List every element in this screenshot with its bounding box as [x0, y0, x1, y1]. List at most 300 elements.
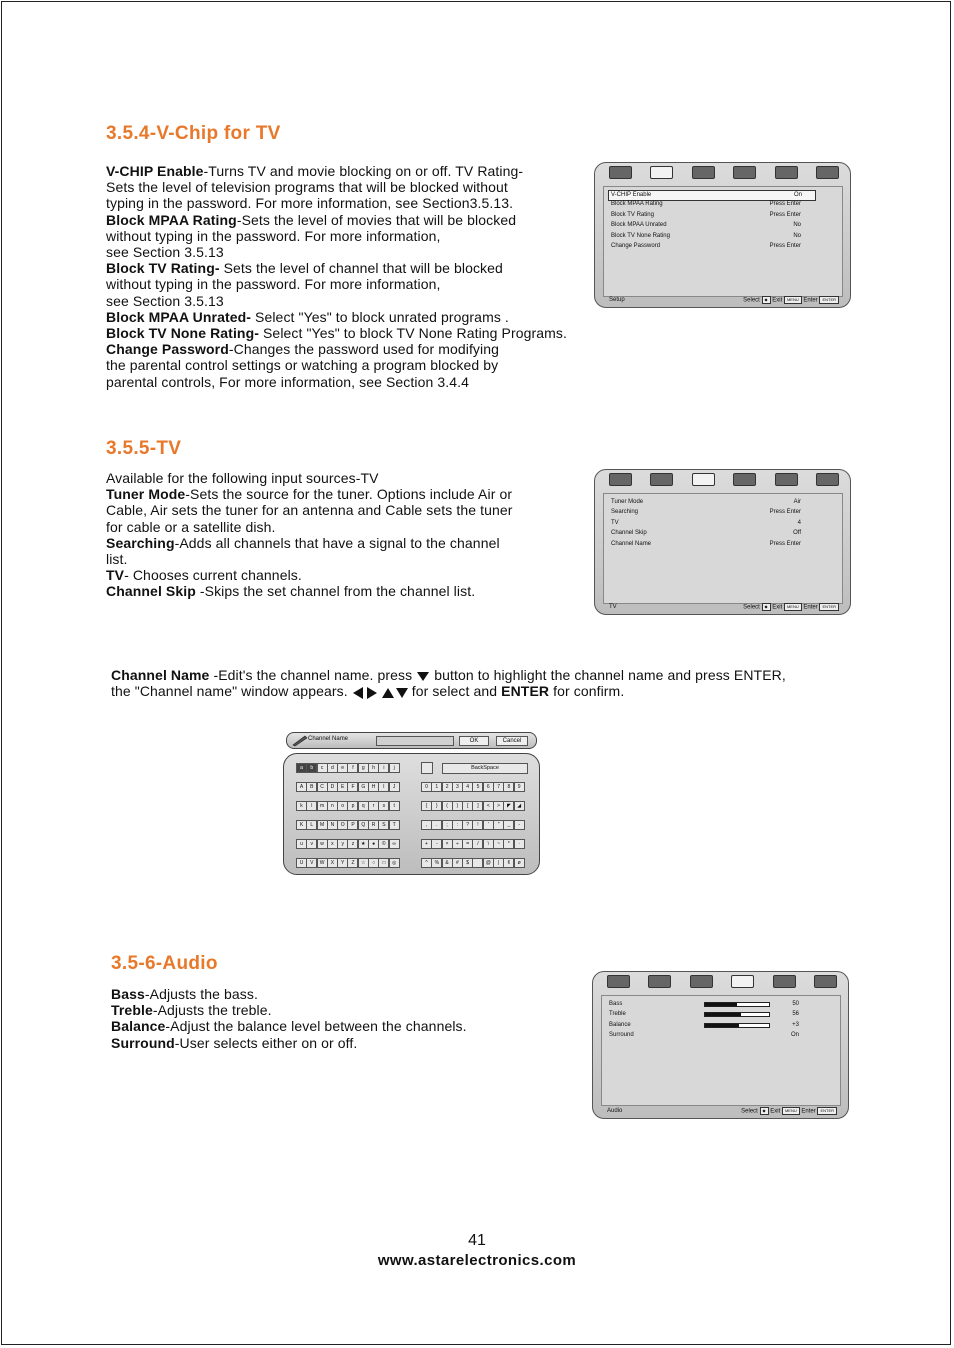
- keyboard-key[interactable]: &: [442, 858, 453, 868]
- keyboard-key[interactable]: M: [317, 820, 328, 830]
- select-hint: Select: [743, 297, 760, 304]
- term-label: Change Password: [106, 341, 229, 358]
- keyboard-key[interactable]: ∞: [389, 839, 400, 849]
- term-text: Available for the following input sources-TV: [106, 470, 379, 486]
- menu-row-value: Off: [793, 530, 801, 537]
- term-text: - Chooses current channels.: [124, 567, 302, 584]
- keyboard-key[interactable]: }: [431, 801, 442, 811]
- keyboard-key[interactable]: ×: [442, 839, 453, 849]
- keyboard-key[interactable]: y: [337, 839, 348, 849]
- keyboard-key[interactable]: =: [462, 839, 473, 849]
- keyboard-key[interactable]: ]: [472, 801, 483, 811]
- term-label: Block MPAA Unrated-: [106, 308, 252, 325]
- text-line: [111, 1035, 467, 1051]
- keyboard-key[interactable]: x: [327, 839, 338, 849]
- channel-name-text-5: for confirm.: [549, 683, 625, 700]
- term-text: see Section 3.5.13: [106, 292, 224, 309]
- keyboard-key[interactable]: N: [327, 820, 338, 830]
- term-text: -Adjust the balance level between the channels.: [165, 1018, 467, 1035]
- picture-icon[interactable]: [607, 975, 630, 988]
- text-line: [106, 519, 513, 535]
- keyboard-key[interactable]: 5: [472, 782, 483, 792]
- channel-name-text-4: for select and: [407, 683, 502, 700]
- keyboard-key[interactable]: ©: [378, 839, 389, 849]
- text-line: [106, 470, 513, 486]
- text-line: [111, 1018, 467, 1034]
- time-icon[interactable]: [775, 166, 798, 179]
- keyboard-key[interactable]: 2: [442, 782, 453, 792]
- menu-row[interactable]: [611, 508, 801, 517]
- channel-name-input[interactable]: [376, 736, 454, 746]
- text-line: [106, 357, 567, 373]
- arrow-keys-icon: ◆: [762, 296, 771, 304]
- channel-name-description: [111, 667, 786, 699]
- menu-key-icon: MENU: [784, 296, 802, 304]
- keyboard-key[interactable]: D: [327, 782, 338, 792]
- keyboard-key[interactable]: 3: [452, 782, 463, 792]
- keyboard-key[interactable]: B: [306, 782, 317, 792]
- keyboard-key[interactable]: *: [503, 839, 514, 849]
- audio-description: [111, 986, 467, 1051]
- keyboard-key[interactable]: ): [452, 801, 463, 811]
- term-text: -Skips the set channel from the channel list.: [195, 583, 476, 600]
- keyboard-key[interactable]: t: [389, 801, 400, 811]
- menu-row[interactable]: [611, 498, 801, 507]
- term-text: -User selects either on or off.: [174, 1034, 358, 1051]
- menu-footer: [609, 296, 839, 305]
- select-hint: Select: [741, 1108, 758, 1115]
- menu-row[interactable]: [611, 211, 801, 220]
- vchip-description: [106, 163, 567, 390]
- keyboard-key[interactable]: r: [368, 801, 379, 811]
- term-label: Balance: [111, 1018, 166, 1035]
- menu-name: Setup: [609, 297, 625, 303]
- keyboard-key[interactable]: z: [347, 839, 358, 849]
- text-line: [106, 212, 567, 228]
- audio-icon[interactable]: [733, 166, 756, 179]
- menu-row-value: 50: [792, 1001, 799, 1007]
- keyboard-key[interactable]: \: [483, 839, 494, 849]
- keyboard-key[interactable]: ?: [462, 820, 473, 830]
- exit-hint: Exit: [772, 297, 783, 304]
- text-line: [106, 195, 567, 211]
- keyboard-key[interactable]: (: [442, 801, 453, 811]
- menu-row-value: Press Enter: [769, 201, 801, 208]
- channel-name-text-2: button to highlight the channel name and press ENTER,: [430, 667, 786, 683]
- term-label: Surround: [111, 1034, 175, 1051]
- keyboard-key[interactable]: :: [452, 820, 463, 830]
- picture-icon[interactable]: [609, 166, 632, 179]
- level-bar-fill: [705, 1003, 737, 1006]
- keyboard-key[interactable]: ,: [421, 820, 432, 830]
- text-line: [106, 374, 567, 390]
- keyboard-key[interactable]: >: [493, 801, 504, 811]
- menu-row[interactable]: [608, 190, 816, 201]
- menu-hint: [743, 603, 839, 613]
- menu-row[interactable]: [611, 242, 801, 251]
- keyboard-key[interactable]: -: [514, 820, 525, 830]
- keyboard-key[interactable]: ': [483, 820, 494, 830]
- keyboard-key[interactable]: u: [296, 839, 307, 849]
- menu-row-label: Treble: [609, 1011, 626, 1018]
- menu-row-value: Air: [793, 499, 801, 505]
- keyboard-key[interactable]: ;: [442, 820, 453, 830]
- keyboard-key[interactable]: _: [503, 820, 514, 830]
- keyboard-key[interactable]: R: [368, 820, 379, 830]
- lock-icon[interactable]: [816, 166, 839, 179]
- level-bar-fill: [705, 1013, 741, 1016]
- menu-panel: [603, 186, 843, 297]
- menu-row-value: No: [793, 222, 801, 229]
- keyboard-key[interactable]: Q: [358, 820, 369, 830]
- menu-row-label: Block MPAA Rating: [611, 201, 663, 208]
- keyboard-key[interactable]: v: [306, 839, 317, 849]
- text-line: [106, 179, 567, 195]
- lock-icon[interactable]: [816, 473, 839, 486]
- menu-name: Audio: [607, 1108, 623, 1114]
- term-text: -Adjusts the treble.: [152, 1002, 272, 1019]
- text-line: [106, 583, 513, 599]
- keyboard-key[interactable]: T: [389, 820, 400, 830]
- keyboard-key[interactable]: ○: [368, 858, 379, 868]
- text-line: [111, 1002, 467, 1018]
- keyboard-key[interactable]: U: [296, 858, 307, 868]
- keyboard-key[interactable]: S: [378, 820, 389, 830]
- text-line: [106, 163, 567, 179]
- channel-name-label: Channel Name: [111, 667, 210, 683]
- keyboard-key[interactable]: ●: [368, 839, 379, 849]
- menu-row-label: Bass: [609, 1001, 623, 1007]
- menu-row-value: Press Enter: [769, 509, 801, 516]
- term-text: Select "Yes" to block unrated programs .: [251, 308, 509, 325]
- keyboard-key[interactable]: c: [317, 763, 328, 773]
- menu-row[interactable]: [611, 221, 801, 230]
- text-line: [106, 260, 567, 276]
- keyboard-key[interactable]: p: [347, 801, 358, 811]
- keyboard-key[interactable]: <: [483, 801, 494, 811]
- left-right-arrow-icon: [352, 687, 378, 699]
- channel-name-text-3: the "Channel name" window appears.: [111, 683, 348, 700]
- time-icon[interactable]: [775, 473, 798, 486]
- term-text: for cable or a satellite dish.: [106, 518, 276, 535]
- text-line: [106, 325, 567, 341]
- keyboard-key[interactable]: ◢: [514, 801, 525, 811]
- keyboard-key[interactable]: %: [431, 858, 442, 868]
- letter-keys: [296, 763, 399, 868]
- term-text: -Adjusts the bass.: [144, 986, 258, 1002]
- menu-row-label: Block TV Rating: [611, 211, 654, 218]
- term-text: -Sets the source for the tuner. Options include Air or: [185, 486, 513, 503]
- up-down-arrow-icon: [382, 687, 408, 699]
- menu-hint: [741, 1107, 837, 1117]
- tv-menu-screen: [594, 469, 851, 615]
- keyboard-key[interactable]: Z: [347, 858, 358, 868]
- menu-row-value: 4: [797, 519, 801, 526]
- setup-icon[interactable]: [650, 473, 673, 486]
- keyboard-key[interactable]: d: [327, 763, 338, 773]
- term-text: -Sets the level of movies that will be blocked: [236, 211, 517, 228]
- keyboard-key[interactable]: I: [378, 782, 389, 792]
- keyboard-key[interactable]: ÷: [452, 839, 463, 849]
- keyboard-key[interactable]: K: [296, 820, 307, 830]
- enter-hint: Enter: [803, 604, 818, 611]
- channel-name-keyboard: [283, 753, 540, 875]
- keyboard-key[interactable]: ☆: [358, 858, 369, 868]
- text-line: [106, 228, 567, 244]
- keyboard-key[interactable]: ·: [514, 839, 525, 849]
- keyboard-key[interactable]: h: [368, 763, 379, 773]
- term-text: parental controls, For more information, see Section 3.4.4: [106, 373, 469, 390]
- menu-row-label: Channel Skip: [611, 530, 647, 537]
- term-label: Searching: [106, 534, 175, 551]
- pencil-icon: [292, 735, 308, 747]
- time-icon[interactable]: [773, 975, 796, 988]
- keyboard-key[interactable]: □: [378, 858, 389, 868]
- menu-tab-bar: [607, 975, 837, 990]
- keyboard-key[interactable]: e: [337, 763, 348, 773]
- keyboard-key[interactable]: g: [358, 763, 369, 773]
- keyboard-key[interactable]: F: [347, 782, 358, 792]
- menu-row-label: Block TV None Rating: [611, 232, 670, 239]
- keyboard-key[interactable]: ø: [514, 858, 525, 868]
- text-line: [111, 986, 467, 1002]
- keyboard-key[interactable]: k: [296, 801, 307, 811]
- menu-row-value: +3: [792, 1021, 799, 1028]
- menu-row[interactable]: [609, 1010, 799, 1019]
- term-label: Channel Skip: [106, 583, 196, 600]
- keyboard-key[interactable]: L: [306, 820, 317, 830]
- menu-row-value: Press Enter: [769, 243, 801, 249]
- menu-row[interactable]: [609, 1021, 799, 1030]
- term-text: see Section 3.5.13: [106, 244, 224, 261]
- picture-icon[interactable]: [609, 473, 632, 486]
- menu-row-label: Searching: [611, 509, 639, 516]
- keyboard-key[interactable]: -: [431, 839, 442, 849]
- setup-icon[interactable]: [650, 166, 673, 179]
- menu-footer: [607, 1107, 837, 1116]
- keyboard-key[interactable]: 1: [431, 782, 442, 792]
- keyboard-key[interactable]: 8: [503, 782, 514, 792]
- keyboard-key[interactable]: +: [421, 839, 432, 849]
- keyboard-key[interactable]: /: [472, 839, 483, 849]
- keyboard-key[interactable]: a: [296, 763, 307, 773]
- keyboard-key[interactable]: .: [431, 820, 442, 830]
- level-bar[interactable]: [704, 1023, 770, 1028]
- keyboard-key[interactable]: H: [368, 782, 379, 792]
- text-line: [106, 567, 513, 583]
- menu-row-value: No: [793, 232, 801, 239]
- enter-hint: Enter: [803, 297, 818, 304]
- enter-key-icon: ENTER: [819, 296, 839, 304]
- keyboard-key[interactable]: ◤: [503, 801, 514, 811]
- keyboard-key[interactable]: ~: [493, 839, 504, 849]
- enter-key-label: ENTER: [501, 683, 550, 700]
- keyboard-key[interactable]: 6: [483, 782, 494, 792]
- symbol-keys: [421, 782, 524, 868]
- keyboard-key[interactable]: !: [472, 820, 483, 830]
- keyboard-key[interactable]: |: [493, 858, 504, 868]
- keyboard-key[interactable]: b: [306, 763, 317, 773]
- term-label: Block TV Rating-: [106, 260, 220, 277]
- audio-heading: 3.5-6-Audio: [111, 953, 218, 974]
- menu-tab-bar: [609, 473, 839, 488]
- menu-row[interactable]: [609, 1031, 799, 1040]
- term-label: Treble: [111, 1002, 153, 1019]
- audio-icon[interactable]: [731, 975, 754, 988]
- keyboard-key[interactable]: 7: [493, 782, 504, 792]
- website-url: www.astarelectronics.com: [377, 1252, 577, 1269]
- menu-footer: [609, 603, 839, 612]
- text-line: [106, 293, 567, 309]
- lock-icon[interactable]: [814, 975, 837, 988]
- cancel-button[interactable]: Cancel: [496, 736, 528, 746]
- exit-hint: Exit: [770, 1108, 781, 1115]
- menu-row-label: Tuner Mode: [611, 499, 644, 505]
- down-arrow-icon: [416, 671, 430, 682]
- keyboard-key[interactable]: ◎: [389, 858, 400, 868]
- term-text: Select "Yes" to block TV None Rating Programs.: [259, 325, 568, 342]
- menu-row[interactable]: [611, 519, 801, 528]
- menu-row-label: Channel Name: [611, 540, 652, 547]
- keyboard-key[interactable]: @: [483, 858, 494, 868]
- tv-icon[interactable]: [692, 166, 715, 179]
- keyboard-key[interactable]: ^: [421, 858, 432, 868]
- term-label: Tuner Mode: [106, 486, 186, 503]
- menu-row-value: Press Enter: [769, 211, 801, 218]
- term-text: -Changes the password used for modifying: [228, 341, 500, 358]
- menu-row-value: 56: [792, 1011, 799, 1018]
- keyboard-key[interactable]: {: [421, 801, 432, 811]
- text-line: [106, 535, 513, 551]
- term-label: Bass: [111, 986, 145, 1002]
- keyboard-key[interactable]: 0: [421, 782, 432, 792]
- menu-panel: [601, 995, 841, 1106]
- menu-row-label: TV: [611, 519, 619, 526]
- keyboard-key[interactable]: ": [493, 820, 504, 830]
- menu-row-label: Balance: [609, 1021, 631, 1028]
- keyboard-key[interactable]: [: [462, 801, 473, 811]
- menu-row[interactable]: [611, 540, 801, 549]
- menu-row-value: On: [793, 192, 802, 198]
- menu-row-label: V-CHIP Enable: [611, 192, 652, 198]
- backspace-key[interactable]: BackSpace: [442, 763, 528, 774]
- enter-key-icon: ENTER: [819, 603, 839, 611]
- keyboard-key[interactable]: ★: [358, 839, 369, 849]
- page-number: 41: [468, 1232, 486, 1249]
- ok-button[interactable]: OK: [459, 736, 489, 746]
- keyboard-key[interactable]: $: [462, 858, 473, 868]
- text-line: [106, 244, 567, 260]
- term-label: Block TV None Rating-: [106, 325, 259, 342]
- keyboard-key[interactable]: Y: [337, 858, 348, 868]
- channel-name-window-title: Channel Name: [308, 736, 349, 742]
- keyboard-key[interactable]: j: [389, 763, 400, 773]
- setup-icon[interactable]: [648, 975, 671, 988]
- text-line: [106, 276, 567, 292]
- keyboard-key[interactable]: ¢: [503, 858, 514, 868]
- term-label: TV: [106, 567, 125, 584]
- menu-hint: [743, 296, 839, 306]
- menu-row[interactable]: [611, 529, 801, 538]
- enter-hint: Enter: [801, 1108, 816, 1115]
- menu-row-label: Change Password: [611, 243, 661, 249]
- menu-name: TV: [609, 604, 617, 610]
- audio-icon[interactable]: [733, 473, 756, 486]
- audio-menu-screen: [592, 971, 849, 1119]
- vchip-menu-screen: [594, 162, 851, 308]
- keyboard-key[interactable]: s: [378, 801, 389, 811]
- menu-row[interactable]: [611, 200, 801, 209]
- keyboard-key[interactable]: P: [347, 820, 358, 830]
- keyboard-key[interactable]: f: [347, 763, 358, 773]
- tv-heading: 3.5.5-TV: [106, 438, 182, 459]
- term-text: without typing in the password. For more information,: [106, 276, 441, 293]
- channel-name-window-titlebar: [286, 732, 537, 749]
- channel-name-text-1: -Edit's the channel name. press: [209, 667, 413, 683]
- enter-key-icon: ENTER: [817, 1107, 837, 1115]
- term-text: Sets the level of television programs that will be blocked without: [106, 179, 508, 196]
- keyboard-key[interactable]: 4: [462, 782, 473, 792]
- keyboard-key[interactable]: n: [327, 801, 338, 811]
- term-text: without typing in the password. For more information,: [106, 227, 441, 244]
- keyboard-key[interactable]: W: [317, 858, 328, 868]
- keyboard-key[interactable]: C: [317, 782, 328, 792]
- vchip-heading: 3.5.4-V-Chip for TV: [106, 123, 281, 144]
- level-bar[interactable]: [704, 1002, 770, 1007]
- level-bar-fill: [705, 1024, 739, 1027]
- term-text: Cable, Air sets the tuner for an antenna and Cable sets the tuner: [106, 502, 513, 519]
- keyboard-key[interactable]: O: [337, 820, 348, 830]
- keyboard-key[interactable]: o: [337, 801, 348, 811]
- keyboard-key[interactable]: w: [317, 839, 328, 849]
- exit-hint: Exit: [772, 604, 783, 611]
- level-bar[interactable]: [704, 1012, 770, 1017]
- tv-icon[interactable]: [690, 975, 713, 988]
- menu-row[interactable]: [611, 232, 801, 241]
- text-line: [106, 486, 513, 502]
- menu-tab-bar: [609, 166, 839, 181]
- keyboard-key[interactable]: V: [306, 858, 317, 868]
- keyboard-key[interactable]: X: [327, 858, 338, 868]
- term-text: -Adds all channels that have a signal to the channel: [174, 534, 500, 551]
- keyboard-key[interactable]: 9: [514, 782, 525, 792]
- menu-key-icon: MENU: [782, 1107, 800, 1115]
- text-line: [106, 309, 567, 325]
- keyboard-key[interactable]: G: [358, 782, 369, 792]
- keyboard-key[interactable]: J: [389, 782, 400, 792]
- blank-key[interactable]: [421, 762, 433, 774]
- tv-icon[interactable]: [692, 473, 715, 486]
- term-text: list.: [106, 551, 128, 568]
- text-line: [106, 341, 567, 357]
- keyboard-key[interactable]: i: [378, 763, 389, 773]
- menu-row[interactable]: [609, 1000, 799, 1009]
- arrow-keys-icon: ◆: [762, 603, 771, 611]
- term-label: V-CHIP Enable: [106, 163, 204, 179]
- text-line: [106, 502, 513, 518]
- term-text: typing in the password. For more information, see Section3.5.13.: [106, 195, 514, 212]
- term-label: Block MPAA Rating: [106, 211, 237, 228]
- keyboard-key[interactable]: l: [306, 801, 317, 811]
- arrow-keys-icon: ◆: [760, 1107, 769, 1115]
- menu-row-value: On: [790, 1032, 799, 1039]
- keyboard-key[interactable]: E: [337, 782, 348, 792]
- keyboard-key[interactable]: A: [296, 782, 307, 792]
- keyboard-key[interactable]: m: [317, 801, 328, 811]
- term-text: Sets the level of channel that will be blocked: [219, 260, 503, 277]
- keyboard-key[interactable]: q: [358, 801, 369, 811]
- keyboard-key[interactable]: #: [452, 858, 463, 868]
